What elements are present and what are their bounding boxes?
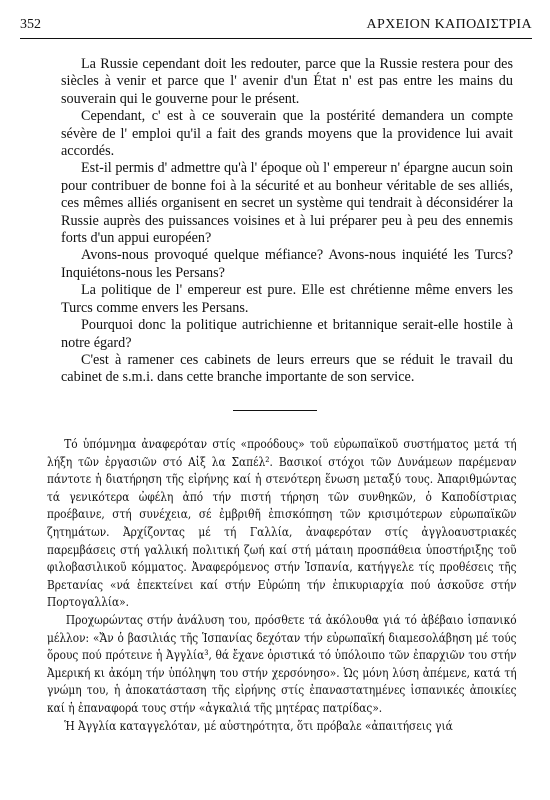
page-header	[20, 16, 532, 39]
paragraph: C'est à ramener ces cabinets de leurs erreurs que se réduit le travail du cabinet de s.m.i. dans cette branche importante de son service.	[61, 351, 513, 386]
paragraph: Ἡ Ἀγγλία καταγγελόταν, μέ αὐστηρότητα, ὅτι πρόβαλε «ἀπαιτήσεις γιά	[64, 718, 453, 733]
paragraph: La Russie cependant doit les redouter, parce que la Russie restera pour des siècles à venir et parce que l' avenir d'un État n' est pas entre les mains du souverain qui le gouverne pour le présent.	[61, 56, 513, 107]
section-divider	[233, 410, 317, 411]
paragraph: Avons-nous provoqué quelque méfiance? Avons-nous inquiété les Turcs? Inquiétons-nous les Persans?	[61, 247, 513, 281]
paragraph: La politique de l' empereur est pure. Elle est chrétienne même envers les Turcs comme envers les Persans.	[61, 282, 513, 316]
paragraph: Pourquoi donc la politique autrichienne et britannique serait-elle hostile à notre égard?	[61, 317, 513, 351]
greek-commentary	[47, 436, 517, 735]
paragraph: Τό ὑπόμνημα ἀναφερόταν στίς «προόδους» τοῦ εὐρωπαϊκοῦ συστήματος μετά τή λήξη τῶν ἐργασιῶν στό Αἰξ λα Σαπέλ². Βασικοί στόχοι τῶν Δυνάμεων παρέμεναν πάντοτε ἡ διατήρηση τῆς εἰρήνης καί ἡ στενότερη ἕνωση μεταξύ τους. Ἀπαριθμώντας τά γενικότερα ὠφέλη ἀπό τήν πιστή τήρηση τῶν συνθηκῶν, ὁ Καποδίστριας προέβαινε, στή συνέχεια, σέ ἐμβριθῆ ἐπισκόπηση τῶν κρισιμότερων εὐρωπαϊκῶν ζητημάτων. Ἀρχίζοντας μέ τή Γαλλία, ἀναφερόταν στίς ἀγγλοαυστριακές παρεμβάσεις στή γαλλική πολιτική ζωή καί στή μάταιη προσπάθεια ὑποστήριξης τοῦ φιλοβασιλικοῦ κόμματος. Ἀναφερόμενος στήν Ἱσπανία, κατήγγελε τίς προθέσεις τῆς Βρετανίας «νά ἐπεκτείνει καί στήν Εὐρώπη τήν ἐπικυριαρχία πού ἀσκοῦσε στήν Πορτογαλλία».	[47, 437, 517, 610]
paragraph: Cependant, c' est à ce souverain que la postérité demandera un compte sévère de l' emploi qu'il a fait des grands moyens que la providence lui avait accordés.	[61, 108, 513, 160]
french-letter-excerpt	[61, 56, 513, 387]
running-title: ΑΡΧΕΙΟΝ ΚΑΠΟΔΙΣΤΡΙΑ	[366, 17, 532, 32]
paragraph: Προχωρώντας στήν ἀνάλυση του, πρόσθετε τά ἀκόλουθα γιά τό ἀβέβαιο ἱσπανικό μέλλον: «Ἄν ὁ βασιλιάς τῆς Ἱσπανίας δεχόταν τήν εὐρωπαϊκή διαμεσολάβηση μέ τούς ὅρους πού πρότεινε ἡ Ἀγγλία³, θά ἔχανε ὁριστικά τό ὑπόλοιπο τῶν ἐπαρχιῶν του στήν Ἀμερική κι ἀκόμη τήν ὑπόληψη του στήν χερσόνησο». Ὡς μόνη λύση ἀπέμενε, κατά τή γνώμη του, ἡ ἀποκατάσταση τῆς εἰρήνης στίς ἐπαναστατημένες ἱσπανικές ἀποικίες καί ἡ ἐπαναφορά τους στήν «ἀγκαλιά τῆς μητέρας πατρίδας».	[47, 612, 517, 715]
paragraph: Est-il permis d' admettre qu'à l' époque où l' empereur n' épargne aucun soin pour contribuer de bonne foi à la sécurité et au bonheur véritable de ses alliés, ces mêmes alliés organisent en secret un système qui tendrait à déconsidérer la Russie auprès des puissances voisines et à lui préparer peu à peu des ennemis forts d'un appui européen?	[61, 160, 513, 247]
page-number: 352	[20, 17, 41, 32]
